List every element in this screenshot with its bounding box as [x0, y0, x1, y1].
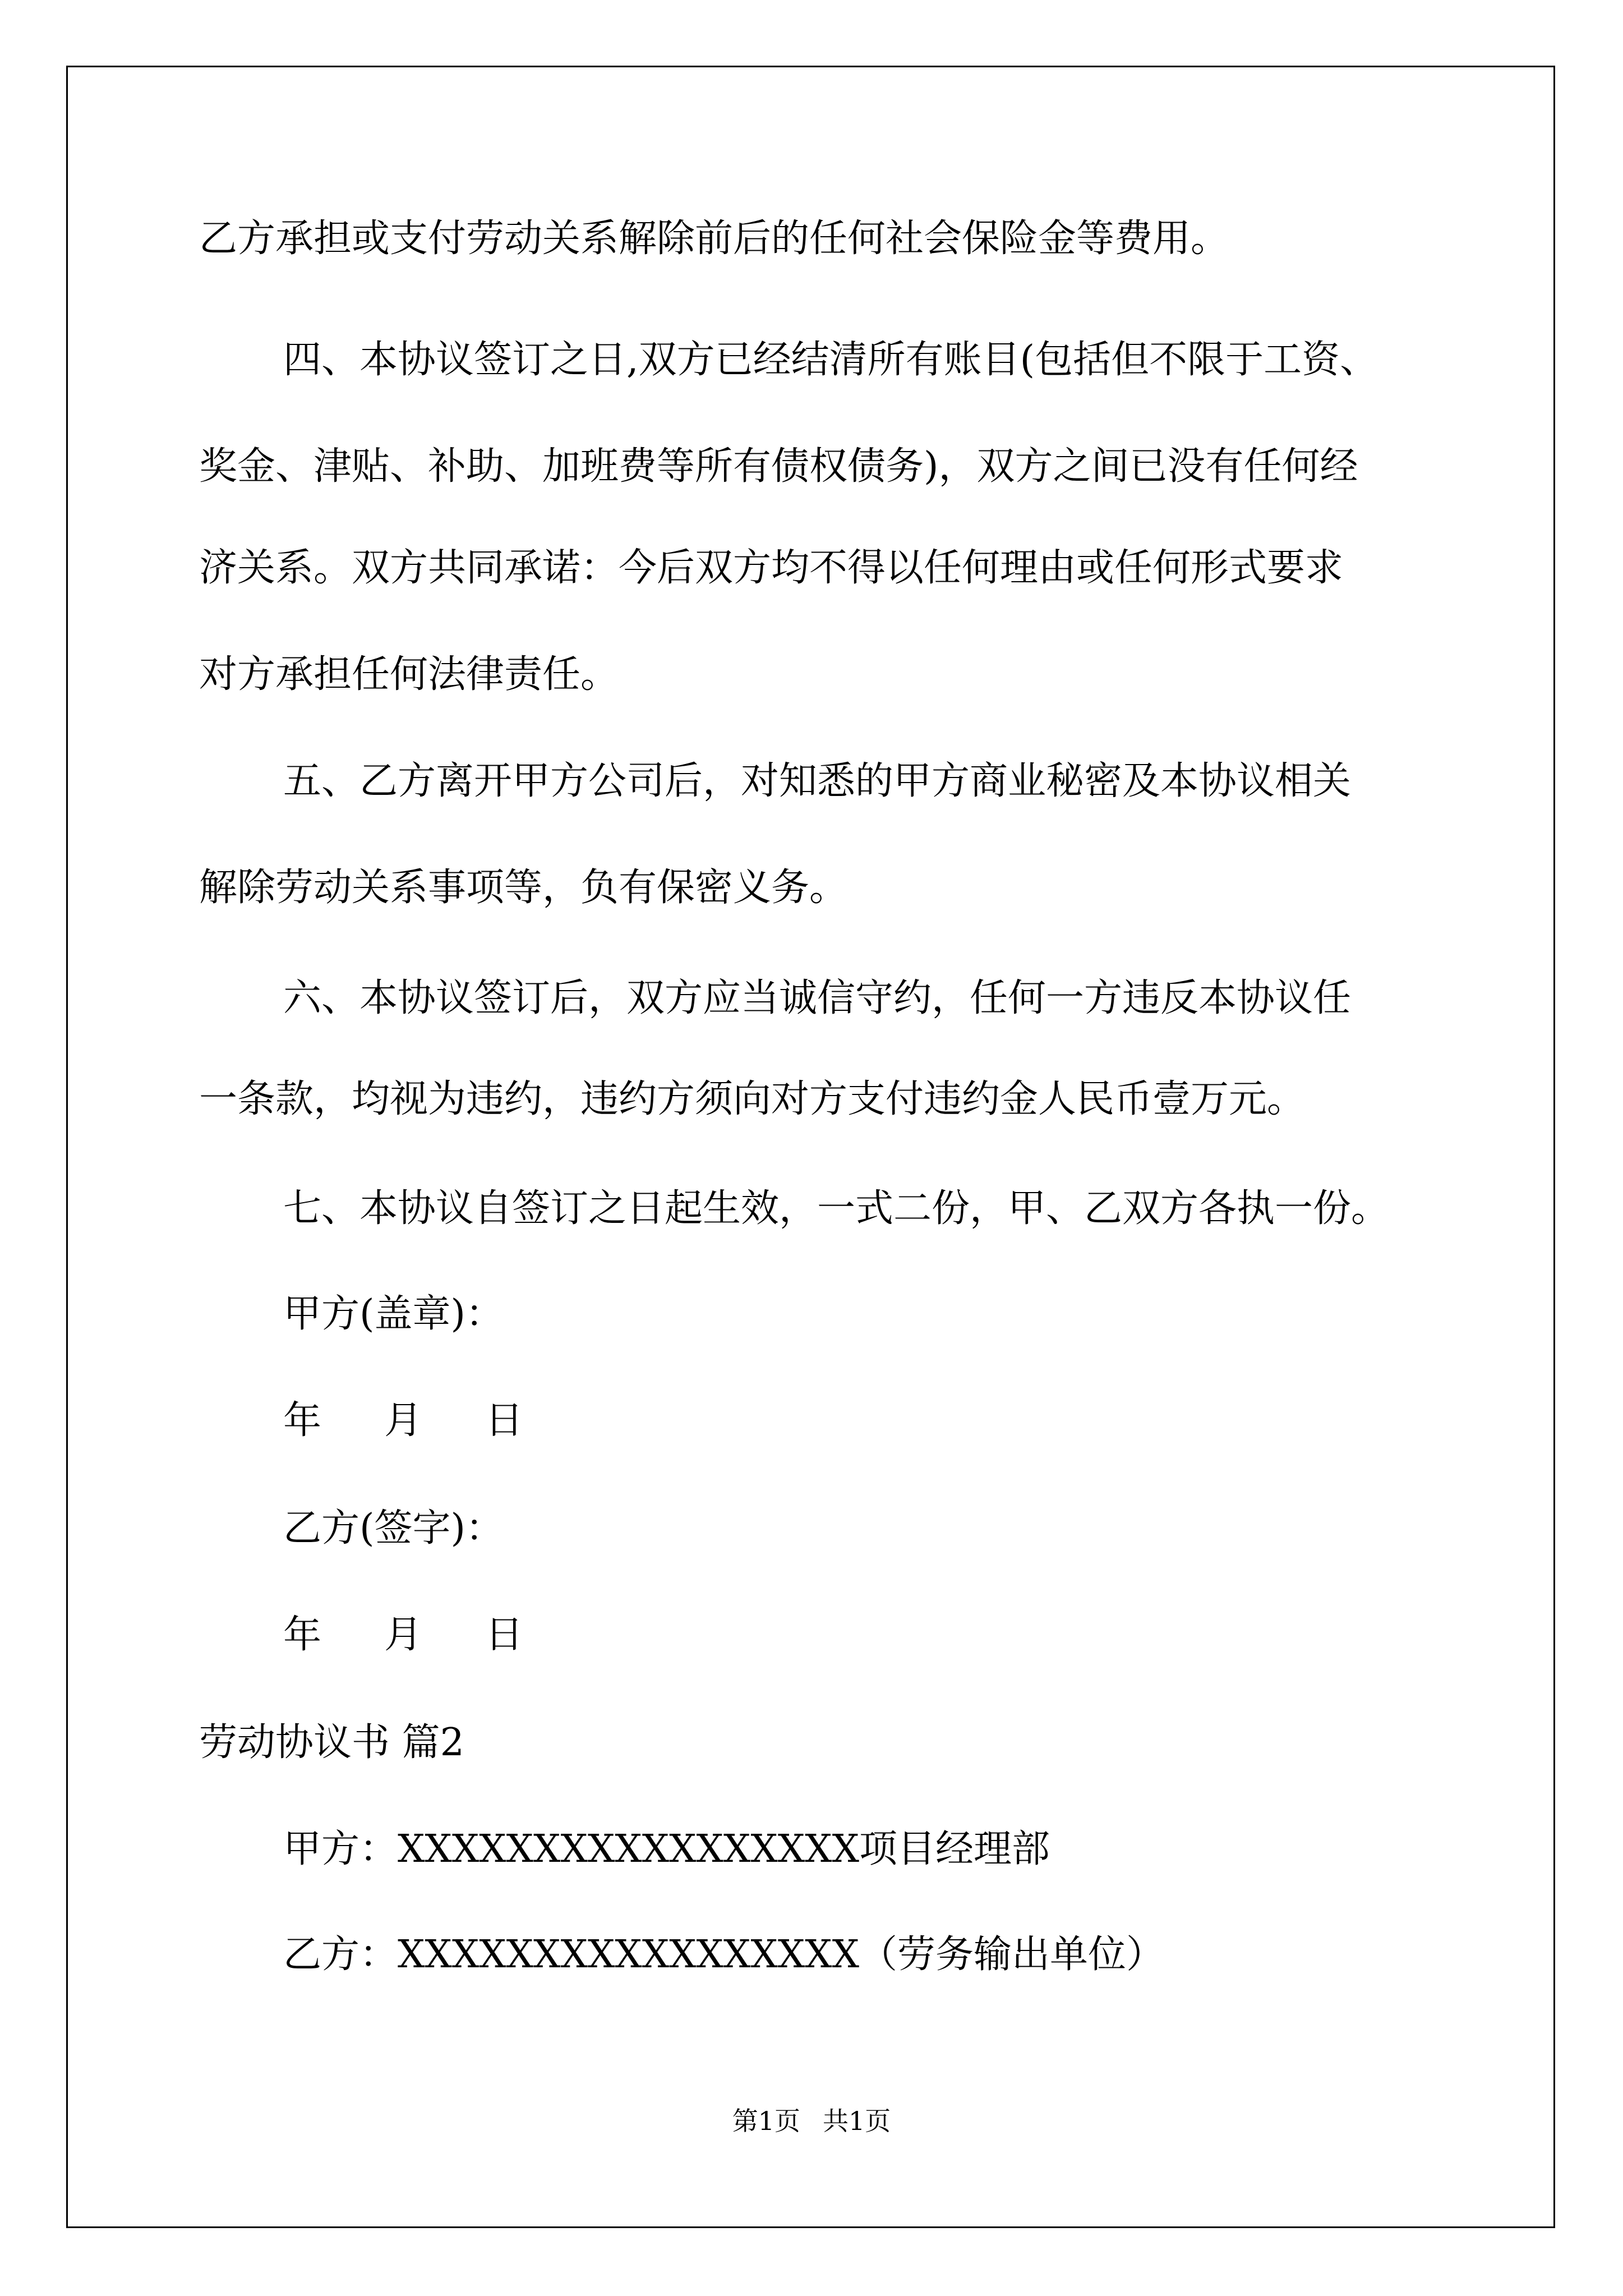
section-heading: 劳动协议书 篇2: [199, 1720, 464, 1765]
clause-five-line: 五、乙方离开甲方公司后，对知悉的甲方商业秘密及本协议相关: [283, 759, 1352, 803]
day-label: 日: [485, 1613, 524, 1657]
clause-four-line: 四、本协议签订之日,双方已经结清所有账目(包括但不限于工资、: [283, 338, 1378, 382]
party-a-line: 甲方：XXXXXXXXXXXXXXXXX项目经理部: [283, 1827, 1050, 1871]
paragraph-line: 解除劳动关系事项等，负有保密义务。: [199, 866, 848, 910]
party-b-line: 乙方：XXXXXXXXXXXXXXXXX（劳务输出单位）: [283, 1932, 1164, 1977]
year-label: 年: [283, 1613, 322, 1657]
party-b-sign-label: 乙方(签字)：: [283, 1506, 504, 1550]
page-border: [66, 66, 1555, 2228]
paragraph-line: 奖金、津贴、补助、加班费等所有债权债务)，双方之间已没有任何经: [199, 444, 1358, 489]
month-label: 月: [384, 1613, 423, 1657]
paragraph-line: 乙方承担或支付劳动关系解除前后的任何社会保险金等费用。: [199, 217, 1229, 261]
paragraph-line: 一条款，均视为违约，违约方须向对方支付违约金人民币壹万元。: [199, 1077, 1306, 1121]
party-b-date-row: [283, 1610, 523, 1660]
party-a-seal-label: 甲方(盖章)：: [283, 1292, 504, 1336]
party-a-date-row: [283, 1396, 523, 1446]
page-total: 共1页: [823, 2106, 891, 2136]
paragraph-line: 对方承担任何法律责任。: [199, 652, 619, 697]
paragraph-line: 济关系。双方共同承诺：今后双方均不得以任何理由或任何形式要求: [199, 546, 1344, 590]
year-label: 年: [283, 1398, 322, 1443]
day-label: 日: [485, 1398, 524, 1443]
page-number: 第1页: [732, 2106, 800, 2136]
clause-seven-line: 七、本协议自签订之日起生效，一式二份，甲、乙双方各执一份。: [283, 1186, 1390, 1231]
month-label: 月: [384, 1398, 423, 1443]
clause-six-line: 六、本协议签订后，双方应当诚信守约，任何一方违反本协议任: [283, 976, 1352, 1020]
page-footer: [0, 2101, 1623, 2138]
